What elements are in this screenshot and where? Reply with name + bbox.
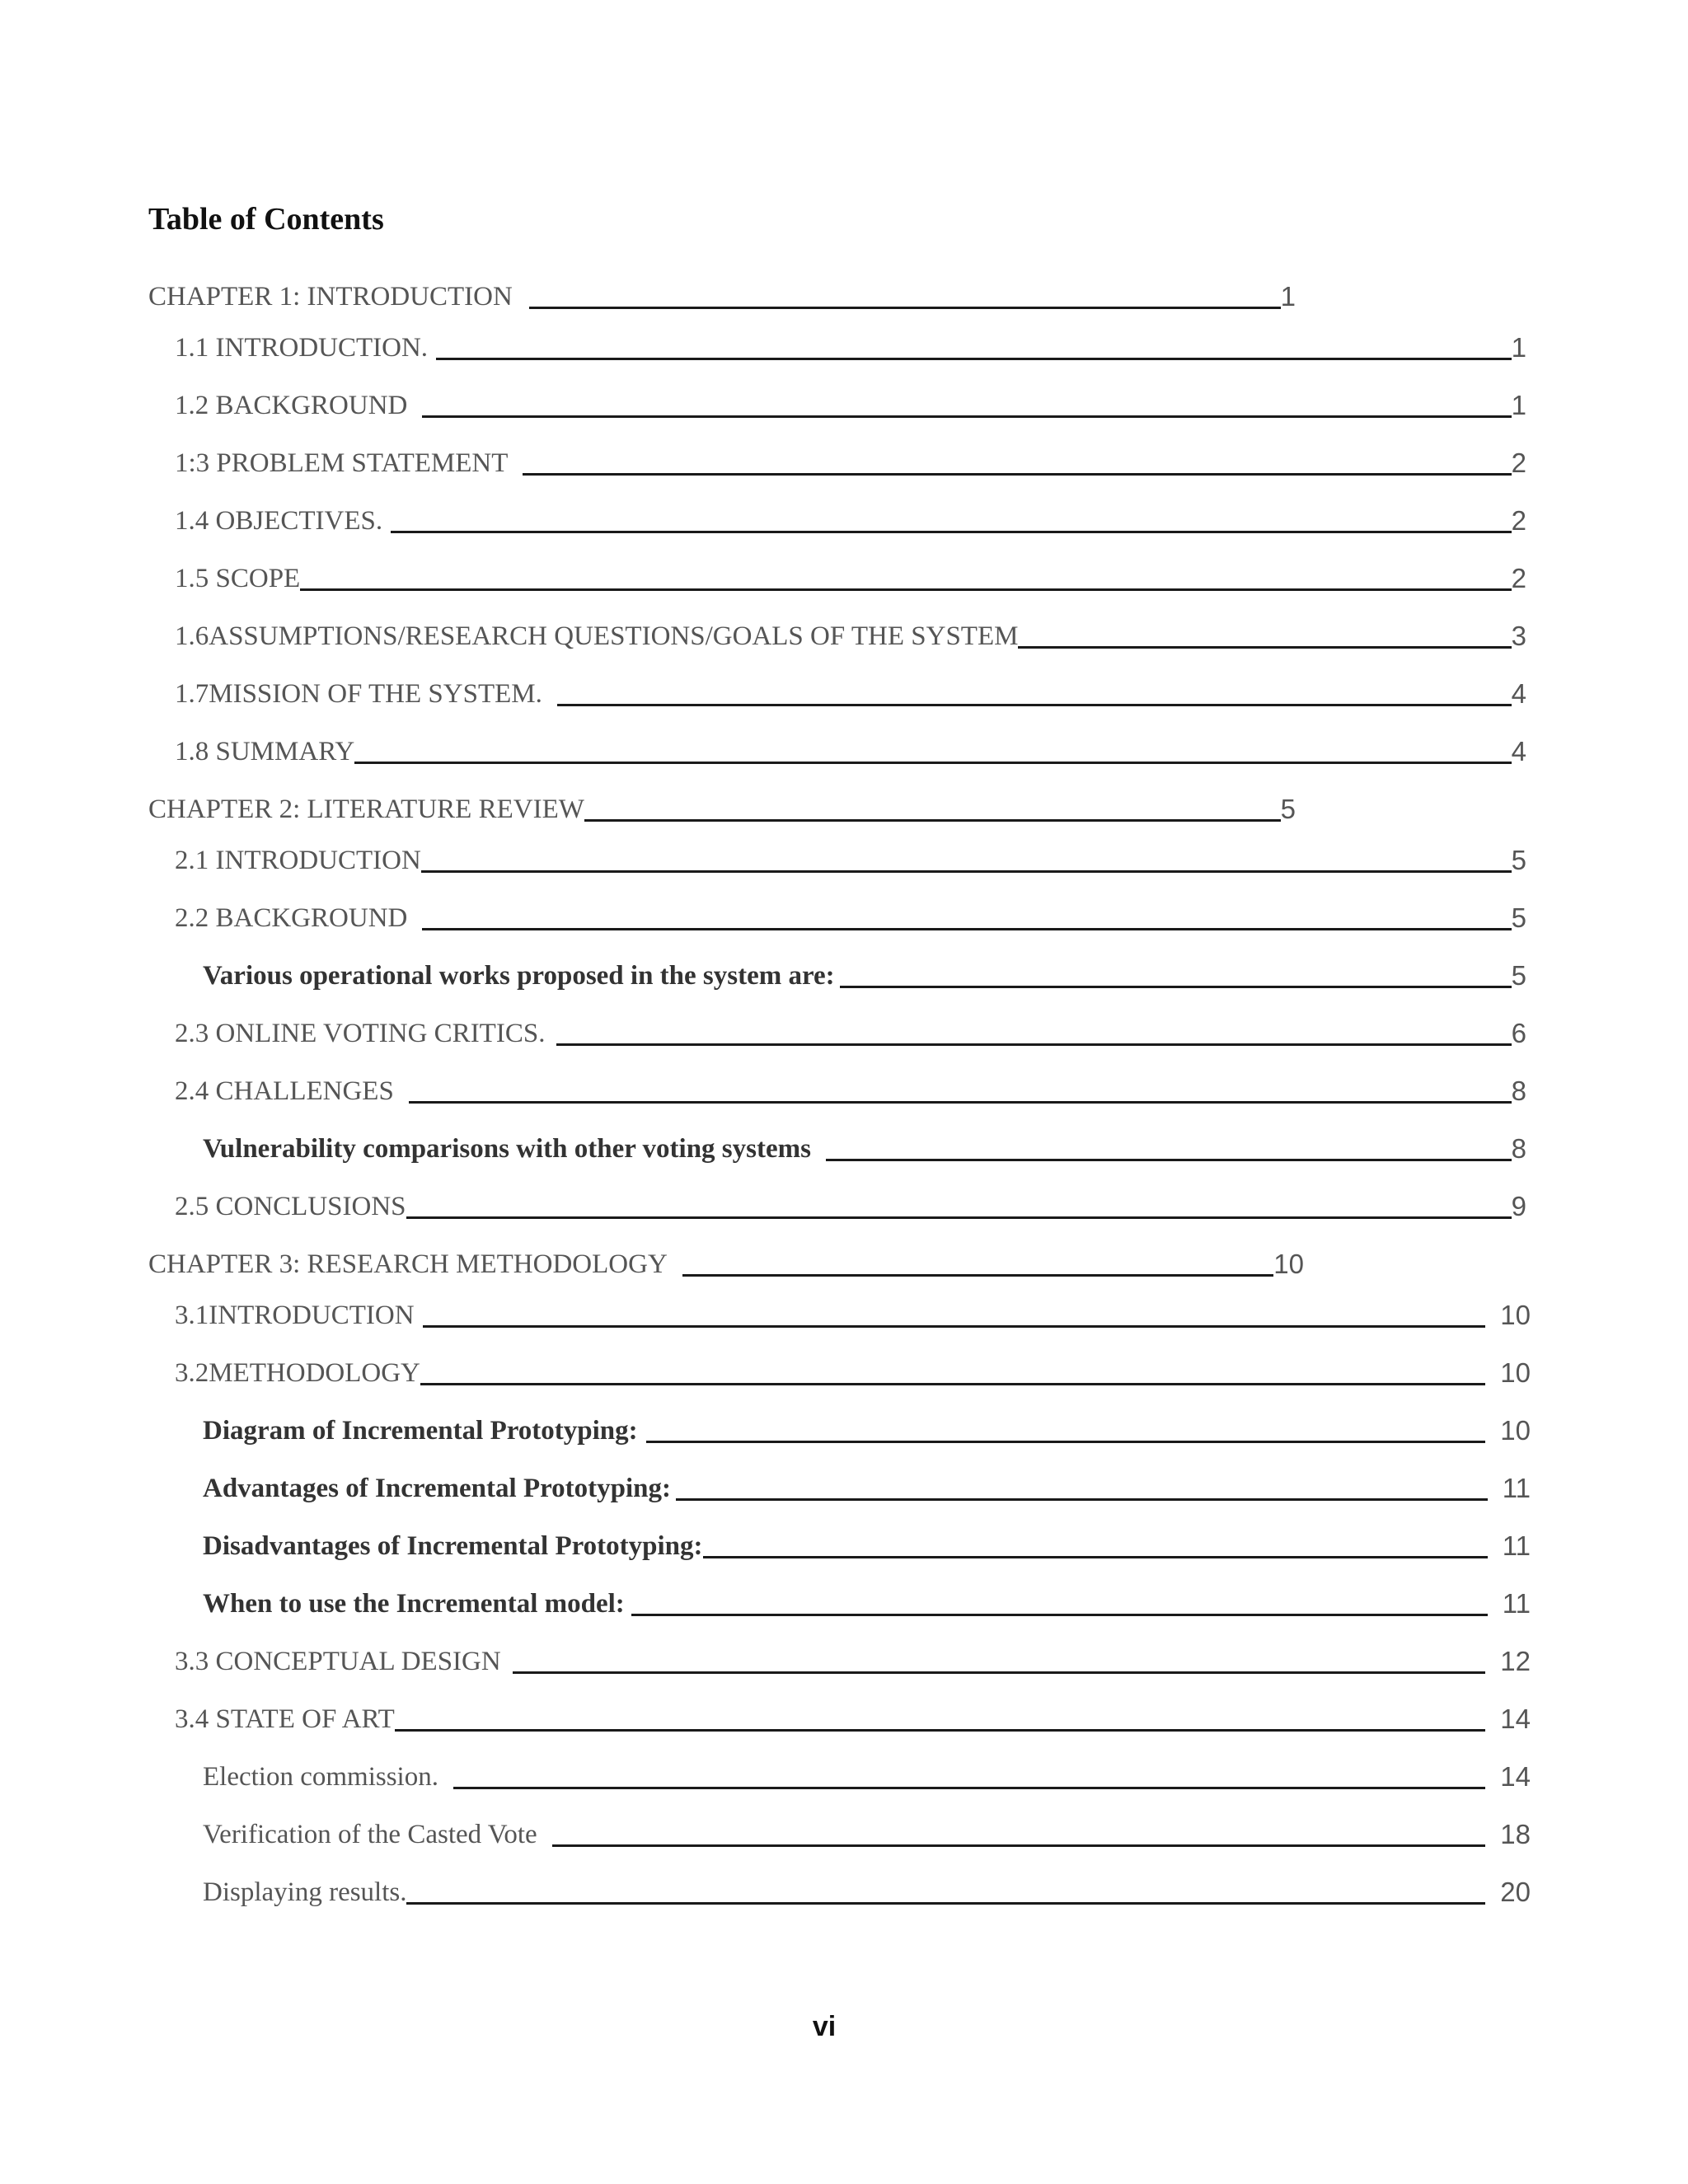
toc-entry-page: 10 xyxy=(1500,1300,1531,1330)
toc-entry-chapter-1[interactable] xyxy=(148,276,1296,326)
toc-entry-page: 12 xyxy=(1500,1646,1531,1676)
toc-entry-label: 2.2 BACKGROUND xyxy=(175,903,408,933)
toc-leader xyxy=(406,1216,1512,1219)
toc-entry-label: CHAPTER 1: INTRODUCTION xyxy=(148,282,513,312)
toc-leader xyxy=(840,986,1512,988)
toc-entry-page: 4 xyxy=(1511,678,1526,709)
toc-entry-section[interactable] xyxy=(175,731,1526,780)
toc-entry-label: 2.4 CHALLENGES xyxy=(175,1076,394,1106)
toc-entry-subsection[interactable] xyxy=(203,1872,1531,1921)
toc-leader xyxy=(423,1325,1486,1328)
toc-entry-page: 3 xyxy=(1511,621,1526,651)
toc-leader xyxy=(354,762,1511,764)
toc-entry-label: Disadvantages of Incremental Prototyping: xyxy=(203,1531,703,1561)
toc-entry-subsection[interactable] xyxy=(203,1526,1531,1575)
toc-entry-chapter-3[interactable] xyxy=(148,1244,1304,1293)
toc-entry-section[interactable] xyxy=(175,840,1526,889)
toc-entry-subsection[interactable] xyxy=(203,1410,1531,1460)
toc-leader xyxy=(556,1043,1511,1046)
toc-entry-page: 2 xyxy=(1511,448,1526,478)
toc-leader xyxy=(1018,646,1511,649)
toc-entry-page: 14 xyxy=(1500,1761,1531,1792)
toc-entry-subsection[interactable] xyxy=(203,1756,1531,1806)
toc-leader xyxy=(584,819,1281,822)
toc-entry-section[interactable] xyxy=(175,1071,1526,1120)
toc-entry-subsection[interactable] xyxy=(203,1814,1531,1863)
toc-entry-label: Diagram of Incremental Prototyping: xyxy=(203,1416,638,1446)
toc-entry-page: 14 xyxy=(1500,1704,1531,1734)
toc-entry-label: 2.1 INTRODUCTION xyxy=(175,846,421,875)
toc-entry-page: 1 xyxy=(1511,390,1526,420)
toc-entry-section[interactable] xyxy=(175,616,1526,665)
toc-leader xyxy=(513,1671,1486,1674)
toc-entry-page: 10 xyxy=(1500,1357,1531,1388)
toc-entry-subsection[interactable] xyxy=(203,1468,1531,1517)
toc-leader xyxy=(557,704,1512,706)
toc-entry-page: 10 xyxy=(1273,1249,1304,1279)
toc-entry-page: 6 xyxy=(1511,1018,1526,1048)
toc-leader xyxy=(631,1614,1488,1616)
toc-entry-page: 11 xyxy=(1502,1473,1531,1503)
toc-entry-subsection[interactable] xyxy=(203,1583,1531,1633)
toc-entry-section[interactable] xyxy=(175,500,1526,550)
toc-entry-page: 8 xyxy=(1511,1133,1526,1164)
toc-leader xyxy=(300,588,1511,591)
toc-entry-page: 10 xyxy=(1500,1415,1531,1446)
toc-leader xyxy=(422,415,1511,418)
toc-entry-label: Verification of the Casted Vote xyxy=(203,1820,537,1849)
toc-entry-label: 1.7MISSION OF THE SYSTEM. xyxy=(175,679,542,709)
toc-leader xyxy=(391,531,1512,533)
toc-entry-label: 1.2 BACKGROUND xyxy=(175,391,408,420)
toc-entry-section[interactable] xyxy=(175,558,1526,607)
toc-leader xyxy=(395,1729,1486,1732)
toc-entry-section[interactable] xyxy=(175,385,1526,434)
toc-entry-label: CHAPTER 2: LITERATURE REVIEW xyxy=(148,794,584,824)
toc-leader xyxy=(529,307,1281,309)
toc-entry-label: CHAPTER 3: RESEARCH METHODOLOGY xyxy=(148,1249,668,1279)
toc-entry-page: 20 xyxy=(1500,1877,1531,1907)
toc-entry-label: 2.3 ONLINE VOTING CRITICS. xyxy=(175,1019,546,1048)
toc-entry-label: When to use the Incremental model: xyxy=(203,1589,625,1619)
toc-entry-page: 2 xyxy=(1511,505,1526,536)
toc-entry-page: 1 xyxy=(1511,332,1526,363)
toc-entry-label: Vulnerability comparisons with other voting systems xyxy=(203,1134,811,1164)
toc-entry-section[interactable] xyxy=(175,1641,1531,1690)
toc-leader xyxy=(420,1383,1485,1385)
toc-entry-page: 4 xyxy=(1511,736,1526,766)
toc-leader xyxy=(826,1159,1512,1161)
toc-entry-page: 5 xyxy=(1511,845,1526,875)
toc-entry-label: 1.4 OBJECTIVES. xyxy=(175,506,383,536)
toc-entry-page: 5 xyxy=(1511,960,1526,991)
toc-entry-page: 5 xyxy=(1280,794,1296,824)
toc-entry-label: 3.3 CONCEPTUAL DESIGN xyxy=(175,1647,501,1676)
toc-title: Table of Contents xyxy=(148,202,384,237)
toc-entry-label: Displaying results. xyxy=(203,1877,407,1907)
toc-entry-label: 2.5 CONCLUSIONS xyxy=(175,1192,406,1221)
toc-entry-section[interactable] xyxy=(175,1013,1526,1062)
toc-leader xyxy=(703,1556,1488,1558)
toc-entry-section[interactable] xyxy=(175,673,1526,723)
toc-leader xyxy=(682,1274,1274,1277)
toc-entry-page: 11 xyxy=(1502,1588,1531,1619)
toc-leader xyxy=(409,1101,1512,1104)
toc-entry-label: 3.2METHODOLOGY xyxy=(175,1358,420,1388)
toc-entry-section[interactable] xyxy=(175,1295,1531,1344)
toc-leader xyxy=(646,1441,1486,1443)
toc-entry-section[interactable] xyxy=(175,443,1526,492)
page-number: vi xyxy=(812,2011,837,2042)
toc-entry-page: 18 xyxy=(1500,1819,1531,1849)
toc-leader xyxy=(453,1787,1485,1789)
toc-entry-label: 3.4 STATE OF ART xyxy=(175,1704,395,1734)
toc-leader xyxy=(421,870,1512,873)
toc-leader xyxy=(422,928,1511,930)
toc-entry-chapter-2[interactable] xyxy=(148,789,1296,838)
toc-entry-section[interactable] xyxy=(175,1186,1526,1235)
toc-entry-label: Various operational works proposed in the system are: xyxy=(203,961,835,991)
toc-entry-label: 3.1INTRODUCTION xyxy=(175,1301,415,1330)
toc-entry-page: 2 xyxy=(1511,563,1526,593)
toc-entry-section[interactable] xyxy=(175,1352,1531,1402)
toc-entry-section[interactable] xyxy=(175,327,1526,377)
toc-entry-section[interactable] xyxy=(175,1699,1531,1748)
toc-entry-label: Election commission. xyxy=(203,1762,438,1792)
toc-entry-label: 1.6ASSUMPTIONS/RESEARCH QUESTIONS/GOALS OF THE SYSTEM xyxy=(175,621,1019,651)
toc-leader xyxy=(406,1902,1485,1905)
toc-leader xyxy=(523,473,1511,476)
toc-entry-page: 5 xyxy=(1511,902,1526,933)
toc-entry-label: 1.8 SUMMARY xyxy=(175,737,355,766)
toc-leader xyxy=(552,1844,1486,1847)
toc-leader xyxy=(676,1498,1488,1501)
toc-entry-label: 1.5 SCOPE xyxy=(175,564,301,593)
toc-entry-label: Advantages of Incremental Prototyping: xyxy=(203,1474,671,1503)
toc-entry-page: 11 xyxy=(1502,1530,1531,1561)
toc-entry-label: 1:3 PROBLEM STATEMENT xyxy=(175,448,509,478)
toc-entry-label: 1.1 INTRODUCTION. xyxy=(175,333,429,363)
toc-entry-subsection[interactable] xyxy=(203,955,1526,1005)
toc-entry-page: 8 xyxy=(1511,1076,1526,1106)
toc-entry-page: 1 xyxy=(1280,281,1296,312)
toc-leader xyxy=(436,358,1512,360)
toc-entry-page: 9 xyxy=(1511,1191,1526,1221)
toc-entry-subsection[interactable] xyxy=(203,1128,1526,1178)
toc-entry-section[interactable] xyxy=(175,898,1526,947)
